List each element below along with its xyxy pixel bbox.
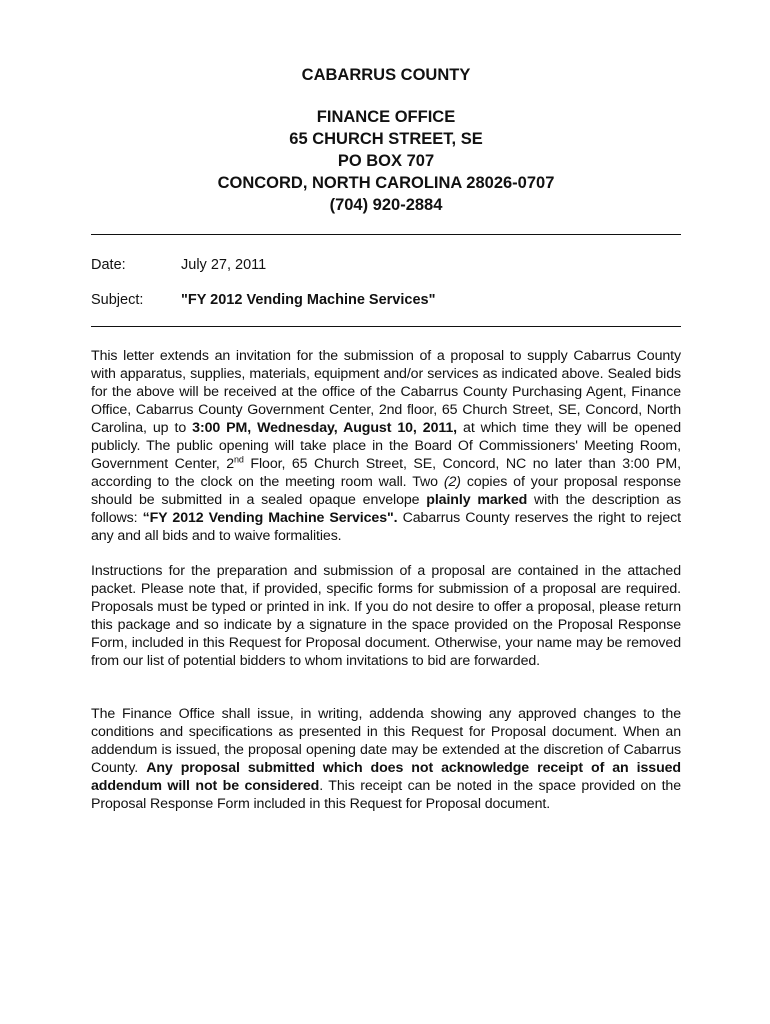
p3-text-2: . This receipt can be noted in the space provided on the Proposal Response Form included in this Request for Proposal document.	[91, 778, 681, 812]
p1-deadline: 3:00 PM, Wednesday, August 10, 2011,	[192, 420, 458, 436]
subject-value: "FY 2012 Vending Machine Services"	[181, 292, 436, 308]
date-value: July 27, 2011	[181, 257, 267, 273]
subject-label: Subject:	[91, 292, 144, 308]
letterhead	[91, 64, 681, 216]
office-name: FINANCE OFFICE	[316, 108, 456, 126]
p1-text-1: This letter extends an invitation for the submission of a proposal to supply Cabarrus County with apparatus, supplies, materials, equipment and/or services as indicated above. Sealed bids for the above will be received at the office of the Cabarrus County Purchasing Agent, Finance Office, Cabarrus County Government Center, 2nd floor, 65 Church Street, SE, Concord, North Carolina, up to	[91, 348, 681, 436]
p1-copies-count: (2)	[443, 474, 461, 490]
p3-addendum-warning: Any proposal submitted which does not acknowledge receipt of an issued addendum will not be considered	[91, 760, 681, 794]
p1-text-4: copies of your proposal response should be submitted in a sealed opaque envelope	[91, 474, 681, 508]
subject-divider	[91, 326, 681, 327]
p1-superscript: nd	[234, 454, 244, 465]
p3-text-1: The Finance Office shall issue, in writing, addenda showing any approved changes to the conditions and specifications as presented in this Request for Proposal document. When an addendum is issued, the proposal opening date may be extended at the discretion of Cabarrus County.	[91, 706, 681, 776]
p1-envelope-label: “FY 2012 Vending Machine Services".	[142, 510, 398, 526]
phone-number: (704) 920-2884	[329, 196, 443, 214]
street-address: 65 CHURCH STREET, SE	[289, 130, 483, 148]
p1-text-6: Cabarrus County reserves the right to reject any and all bids and to waive formalities.	[91, 510, 681, 544]
p1-text-3: Floor, 65 Church Street, SE, Concord, NC no later than 3:00 PM, according to the clock on the meeting room wall. Two	[91, 456, 681, 490]
header-divider	[91, 234, 681, 235]
p1-plainly-marked: plainly marked	[426, 492, 528, 508]
paragraph-invitation	[91, 347, 681, 545]
paragraph-instructions	[91, 562, 681, 670]
county-name: CABARRUS COUNTY	[301, 66, 471, 84]
p2-text: Instructions for the preparation and submission of a proposal are contained in the attached packet. Please note that, if provided, specific forms for submission of a proposal are required. Proposals must be typed or printed in ink. If you do not desire to offer a proposal, please return this package and so indicate by a signature in the space provided on the Proposal Response Form, included in this Request for Proposal document. Otherwise, your name may be removed from our list of potential bidders to whom invitations to bid are forwarded.	[91, 563, 681, 669]
po-box: PO BOX 707	[337, 152, 435, 170]
date-label: Date:	[91, 257, 126, 273]
p1-text-5: with the description as follows:	[91, 492, 681, 526]
paragraph-addenda	[91, 705, 681, 813]
p1-text-2: at which time they will be opened publicly. The public opening will take place in the Board Of Commissioners' Meeting Room, Government Center, 2	[91, 420, 681, 472]
city-state-zip: CONCORD, NORTH CAROLINA 28026-0707	[217, 174, 555, 192]
